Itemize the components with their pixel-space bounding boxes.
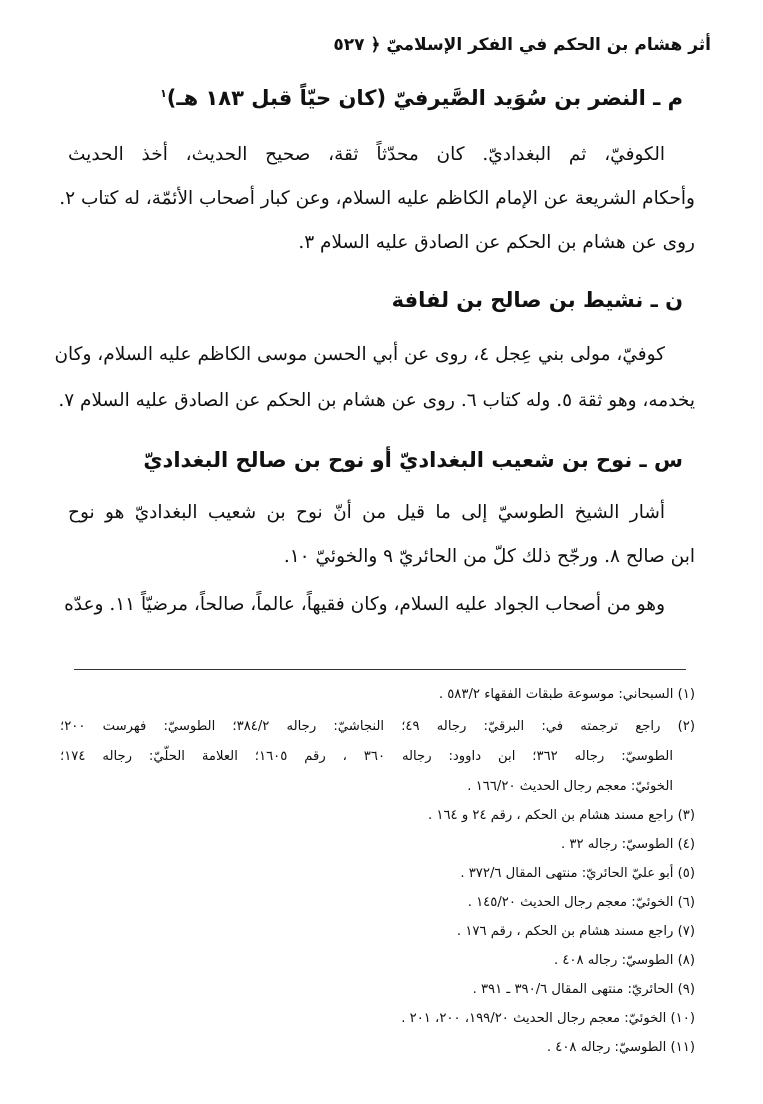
body-line: الكوفيّ، ثم البغداديّ. كان محدّثاً ثقة، صحيح الحديث، أخذ الحديث (68, 144, 665, 165)
entry-heading-text: ن ـ نشيط بن صالح بن لفافة (391, 288, 683, 312)
footnote: (١) السبحاني: موسوعة طبقات الفقهاء ٥٨٣/٢ . (438, 687, 695, 702)
entry-heading-text: س ـ نوح بن شعيب البغداديّ أو نوح بن صالح البغداديّ (143, 448, 683, 472)
footnote-continuation: الخوئيّ: معجم رجال الحديث ١٦٦/٢٠ . (467, 779, 673, 794)
entry-heading (40, 288, 683, 312)
body-line: يخدمه، وهو ثقة ٥. وله كتاب ٦. روى عن هشام بن الحكم عن الصادق عليه السلام ٧. (58, 390, 695, 411)
footnote: (٢) راجع ترجمته في: البرقيّ: رجاله ٤٩؛ النجاشيّ: رجاله ٣٨٤/٢؛ الطوسيّ: فهرست ٢٠٠؛ (60, 719, 695, 734)
footnote-separator (74, 669, 686, 670)
body-line: روى عن هشام بن الحكم عن الصادق عليه السلام ٣. (298, 232, 695, 253)
body-line: ابن صالح ٨. ورجّح ذلك كلّ من الحائريّ ٩ والخوئيّ ١٠. (283, 546, 695, 567)
footnote: (١١) الطوسيّ: رجاله ٤٠٨ . (546, 1040, 695, 1055)
footnote-ref: ١ (160, 87, 167, 100)
footnote: (٣) راجع مسند هشام بن الحكم ، رقم ٢٤ و ١٦٤ . (427, 808, 695, 823)
footnote: (٥) أبو عليّ الحائريّ: منتهى المقال ٣٧٢/٦ . (460, 866, 695, 881)
body-line: أشار الشيخ الطوسيّ إلى ما قيل من أنّ نوح بن شعيب البغداديّ هو نوح (68, 502, 665, 523)
entry-heading (40, 86, 683, 110)
entry-heading-text: م ـ النضر بن سُوَيد الصَّيرفيّ (كان حيّاً قبل ١٨٣ هـ) (166, 86, 683, 110)
footnote-continuation: الطوسيّ: رجاله ٣٦٢؛ ابن داوود: رجاله ٣٦٠ ، رقم ١٦٠٥؛ العلامة الحلّيّ: رجاله ١٧٤؛ (60, 749, 673, 764)
body-line: وأحكام الشريعة عن الإمام الكاظم عليه السلام، وعن كبار أصحاب الأئمّة، له كتاب ٢. (59, 188, 695, 209)
body-line: وهو من أصحاب الجواد عليه السلام، وكان فقيهاً، عالماً، صالحاً، مرضيّاً ١١. وعدّه (64, 594, 665, 615)
footnote: (٩) الحائريّ: منتهى المقال ٣٩٠/٦ ـ ٣٩١ . (472, 982, 695, 997)
footnote: (٧) راجع مسند هشام بن الحكم ، رقم ١٧٦ . (456, 924, 695, 939)
running-header: أثر هشام بن الحكم في الفكر الإسلاميّ ﴿ ٥٢٧ (333, 35, 711, 55)
entry-heading (40, 448, 683, 472)
footnote: (٦) الخوئيّ: معجم رجال الحديث ١٤٥/٢٠ . (467, 895, 695, 910)
footnote: (٨) الطوسيّ: رجاله ٤٠٨ . (553, 953, 695, 968)
footnote: (٤) الطوسيّ: رجاله ٣٢ . (561, 837, 695, 852)
footnote: (١٠) الخوئيّ: معجم رجال الحديث ١٩٩/٢٠، ٢٠٠، ٢٠١ . (401, 1011, 695, 1026)
body-line: كوفيّ، مولى بني عِجل ٤، روى عن أبي الحسن موسى الكاظم عليه السلام، وكان (54, 344, 665, 365)
